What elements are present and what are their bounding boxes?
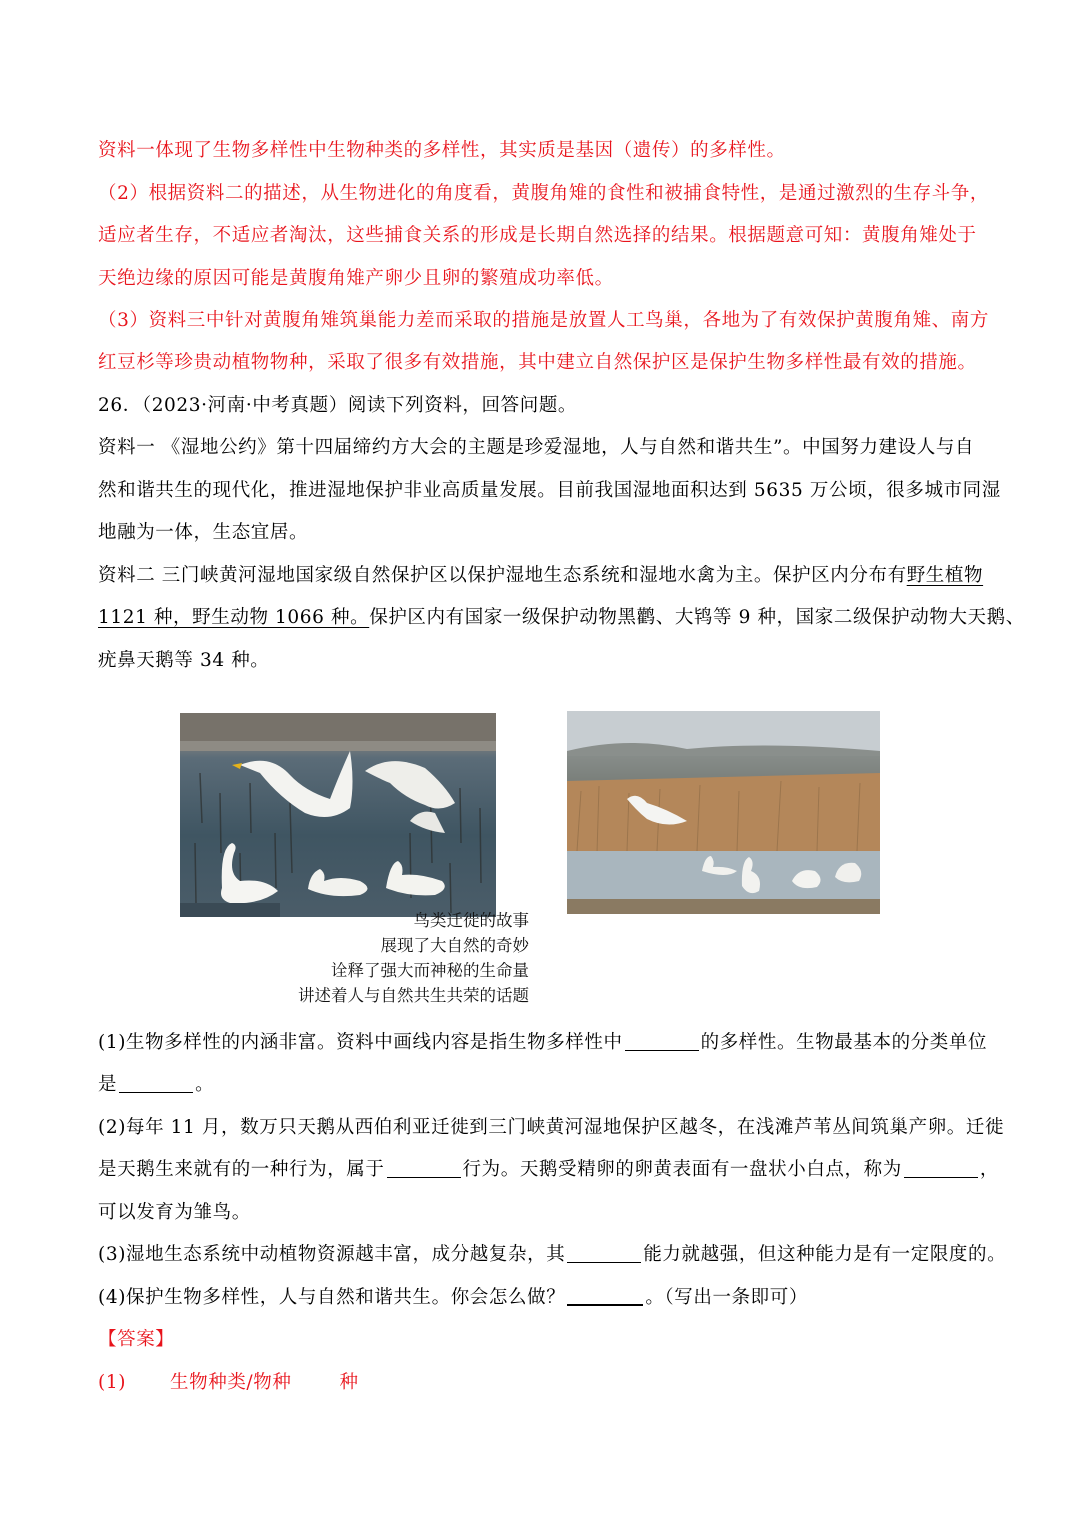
fill-blank[interactable] (567, 1286, 643, 1307)
material-text: 地融为一体，生态宜居。 (98, 522, 309, 543)
answer-value: 生物种类/物种 (170, 1372, 292, 1393)
material-text: 然和谐共生的现代化，推进湿地保护非业高质量发展。目前我国湿地面积达到 5635 万公顷，很多城市同湿 (98, 480, 1001, 501)
answer-line-1 (98, 1362, 984, 1404)
underlined-text: 1121 种，野生动物 1066 种。 (98, 607, 370, 628)
subquestion-text: 的多样性。生物最基本的分类单位 (700, 1032, 988, 1053)
fill-blank[interactable] (625, 1032, 699, 1052)
question-header: 26．（2023·河南·中考真题）阅读下列资料，回答问题。 (98, 395, 578, 416)
subquestion-2-cont (98, 1149, 999, 1191)
subquestion-2: (2)每年 11 月，数万只天鹅从西伯利亚迁徙到三门峡黄河湿地保护区越冬，在浅滩芦苇丛间筑巢产卵。迁徙 (98, 1117, 1005, 1138)
photo-caption: 展现了大自然的奇妙 (380, 936, 529, 955)
subquestion-text: ， (979, 1159, 999, 1180)
fill-blank[interactable] (119, 1074, 193, 1094)
underlined-text: 野生植物 (906, 565, 984, 586)
material-text: 资料一 《湿地公约》第十四届缔约方大会的主题是珍爱湿地，人与自然和谐共生”。中国努力建设人与自 (98, 437, 975, 458)
material-text-segment: 保护区内有国家一级保护动物黑鹳、大鸨等 9 种，国家二级保护动物大天鹅、 (369, 607, 1025, 628)
answer-text: 天绝边缘的原因可能是黄腹角雉产卵少且卵的繁殖成功率低。 (98, 268, 614, 289)
answer-value: 种 (339, 1372, 359, 1393)
subquestion-text: 是天鹅生来就有的一种行为，属于 (98, 1159, 385, 1180)
subquestion-text: 是 (98, 1074, 118, 1095)
material-text (98, 597, 1025, 639)
subquestion-text: 能力就越强，但这种能力是有一定限度的。 (643, 1244, 1007, 1265)
subquestion-1-cont (98, 1064, 984, 1106)
answer-text: （3）资料三中针对黄腹角雉筑巢能力差而采取的措施是放置人工鸟巢，各地为了有效保护黄腹角雉、南方 (98, 310, 989, 331)
answer-text: （2）根据资料二的描述，从生物进化的角度看，黄腹角雉的食性和被捕食特性，是通过激烈的生存斗争， (98, 183, 989, 204)
answer-text: 红豆杉等珍贵动植物物种，采取了很多有效措施，其中建立自然保护区是保护生物多样性最有效的措施。 (98, 352, 977, 373)
fill-blank[interactable] (904, 1159, 978, 1179)
answer-label: 【答案】 (98, 1329, 175, 1350)
subquestion-4 (98, 1277, 984, 1319)
subquestion-2-end: 可以发育为雏鸟。 (98, 1202, 251, 1223)
answer-text: 适应者生存，不适应者淘汰，这些捕食关系的形成是长期自然选择的结果。根据题意可知：黄腹角雉处于 (98, 225, 977, 246)
photo-caption: 讲述着人与自然共生共荣的话题 (298, 986, 529, 1005)
reeds-swans-photo (567, 711, 880, 914)
subquestion-text: 。（写出一条即可） (645, 1287, 808, 1308)
material-text-segment: 资料二 三门峡黄河湿地国家级自然保护区以保护湿地生态系统和湿地水禽为主。保护区内分布有 (98, 565, 907, 586)
fill-blank[interactable] (567, 1244, 641, 1264)
photo-caption: 诠释了强大而神秘的生命量 (331, 961, 529, 980)
subquestion-text: 。 (195, 1074, 215, 1095)
subquestion-text: 行为。天鹅受精卵的卵黄表面有一盘状小白点，称为 (462, 1159, 902, 1180)
answer-text: 资料一体现了生物多样性中生物种类的多样性，其实质是基因（遗传）的多样性。 (98, 140, 786, 161)
subquestion-3 (98, 1234, 1007, 1276)
material-text: 疣鼻天鹅等 34 种。 (98, 650, 270, 671)
fill-blank[interactable] (387, 1159, 461, 1179)
subquestion-text: (4)保护生物多样性，人与自然和谐共生。你会怎么做？ (98, 1287, 566, 1308)
swans-water-photo (180, 713, 496, 917)
material-text (98, 555, 984, 597)
subquestion-text: (3)湿地生态系统中动植物资源越丰富，成分越复杂，其 (98, 1244, 566, 1265)
photo-caption: 鸟类迁徙的故事 (413, 911, 529, 930)
subquestion-1 (98, 1022, 988, 1064)
subquestion-text: (1)生物多样性的内涵非富。资料中画线内容是指生物多样性中 (98, 1032, 623, 1053)
answer-number: (1) (98, 1372, 127, 1393)
